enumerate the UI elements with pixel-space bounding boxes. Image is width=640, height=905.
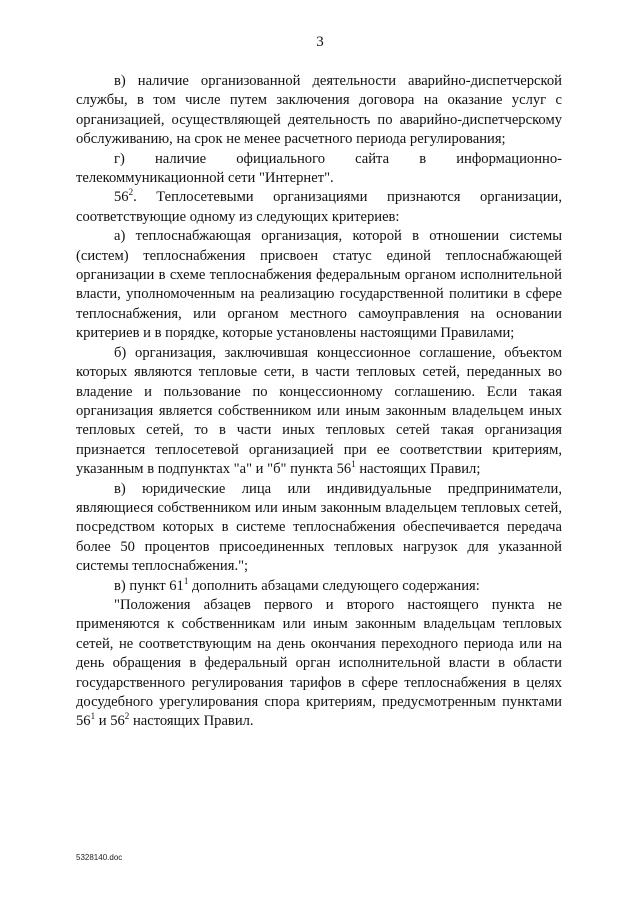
superscript: 1 <box>351 459 356 470</box>
paragraph-a-single-supplier: а) теплоснабжающая организация, которой в отношении системы (систем) теплоснабжения присвоен статус единой теплоснабжающей организации в схеме теплоснабжения федеральным органом исполнительной власти, уполномоченным на реализацию государственной политики в сфере теплоснабжения, или органом местного самоуправления на основании критериев и в порядке, которые установлены настоящими Правилами; <box>76 228 562 342</box>
paragraph-b-concession <box>76 344 562 480</box>
page-number: 3 <box>316 34 324 50</box>
superscript: 1 <box>183 575 189 586</box>
paragraph-v-dispatch: в) наличие организованной деятельности аварийно-диспетчерской службы, в том числе путем заключения договора на оказание услуг с организацией, осуществляющей деятельность по аварийно-диспетчерскому обслуживанию, на срок не менее расчетного периода регулирования; <box>76 73 562 148</box>
clause-number: 56 <box>114 189 129 206</box>
paragraph-v-point-61 <box>76 577 562 596</box>
clause-text: . Теплосетевыми организациями признаются организации, соответствующие одному из следующих критериев: <box>76 189 562 225</box>
paragraph-text-end: дополнить абзацами следующего содержания: <box>188 577 480 594</box>
paragraph-text-end: настоящих Правил. <box>129 713 254 730</box>
paragraph-text-mid: и 56 <box>95 713 125 730</box>
document-body <box>76 72 562 732</box>
paragraph-v-legal-entities: в) юридические лица или индивидуальные предприниматели, являющиеся собственником или иным законным владельцем тепловых сетей, посредством которых в системе теплоснабжения обеспечивается передача более 50 процентов присоединенных тепловых нагрузок для указанной системы теплоснабжения."; <box>76 480 562 575</box>
paragraph-provisions-quote <box>76 596 562 732</box>
paragraph-g-website: г) наличие официального сайта в информационно-телекоммуникационной сети "Интернет". <box>76 150 562 187</box>
clause-superscript: 2 <box>128 187 134 198</box>
paragraph-text: в) пункт 61 <box>114 577 184 594</box>
superscript: 2 <box>124 711 130 722</box>
superscript: 1 <box>90 711 96 722</box>
paragraph-text: б) организация, заключившая концессионное соглашение, объектом которых являются тепловые сети, в части тепловых сетей, переданных во владение и пользование по концессионному соглашению. Если такая организация является собственником или иным законным владельцем иных тепловых сетей, то в части иных тепловых сетей такая организация признается теплосетевой организацией при ее соответствии критериям, указанным в подпунктах "а" и "б" пункта 56 <box>76 344 562 478</box>
paragraph-text: "Положения абзацев первого и второго настоящего пункта не применяются к собственникам или иным законным владельцам тепловых сетей, не соответствующим на день окончания переходного периода или на день обращения в федеральный орган исполнительной власти в области государственного регулирования тарифов в сфере теплоснабжения в целях досудебного урегулирования спора критериям, предусмотренным пунктами 56 <box>76 596 562 730</box>
paragraph-56-2 <box>76 188 562 227</box>
paragraph-text-end: настоящих Правил; <box>355 461 481 478</box>
file-name-footer: 5328140.doc <box>76 853 123 862</box>
